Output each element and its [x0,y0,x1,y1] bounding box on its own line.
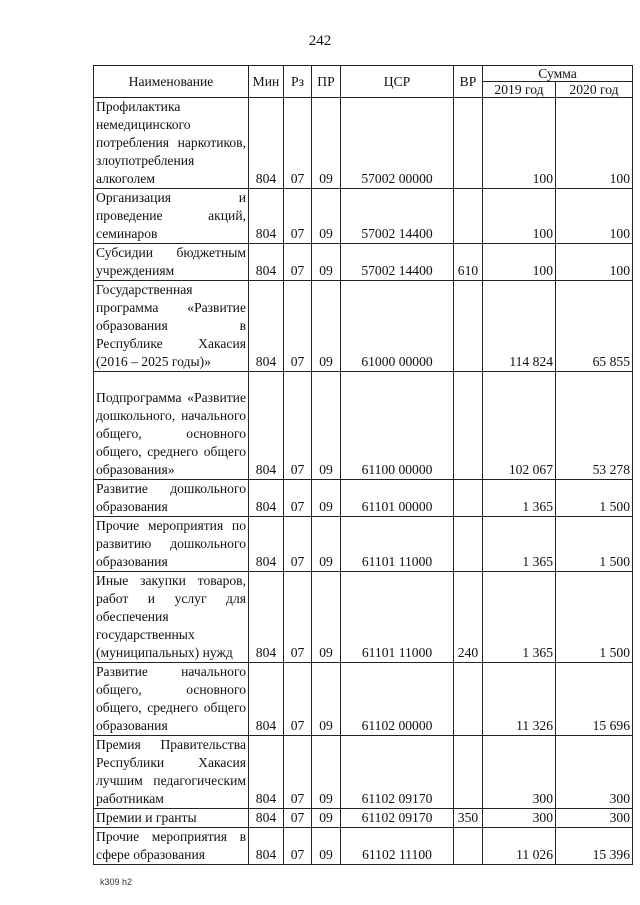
row-vr [454,189,483,244]
row-sum-2019: 102 067 [483,372,556,480]
row-csr: 61101 11000 [341,572,454,663]
row-rz: 07 [284,98,312,189]
row-csr: 61102 11100 [341,828,454,865]
row-sum-2020: 300 [556,809,633,828]
row-min: 804 [249,281,284,372]
row-pr: 09 [312,244,341,281]
table-row [94,244,633,281]
row-rz: 07 [284,244,312,281]
row-sum-2020: 15 396 [556,828,633,865]
row-sum-2020: 100 [556,189,633,244]
row-sum-2020: 100 [556,244,633,281]
row-csr: 57002 00000 [341,98,454,189]
table-row [94,189,633,244]
row-sum-2020: 300 [556,736,633,809]
row-sum-2019: 300 [483,736,556,809]
row-min: 804 [249,736,284,809]
row-csr: 57002 14400 [341,189,454,244]
row-pr: 09 [312,828,341,865]
row-sum-2020: 53 278 [556,372,633,480]
row-rz: 07 [284,736,312,809]
row-sum-2019: 100 [483,244,556,281]
row-rz: 07 [284,281,312,372]
table-row [94,98,633,189]
row-csr: 61102 09170 [341,809,454,828]
header-csr: ЦСР [341,66,454,98]
row-min: 804 [249,809,284,828]
row-pr: 09 [312,281,341,372]
row-sum-2019: 1 365 [483,517,556,572]
row-min: 804 [249,372,284,480]
row-min: 804 [249,189,284,244]
header-pr: ПР [312,66,341,98]
row-vr: 610 [454,244,483,281]
row-min: 804 [249,572,284,663]
row-pr: 09 [312,98,341,189]
header-min: Мин [249,66,284,98]
header-sum: Сумма [483,66,633,82]
row-min: 804 [249,244,284,281]
row-pr: 09 [312,480,341,517]
row-rz: 07 [284,663,312,736]
row-csr: 61100 00000 [341,372,454,480]
row-sum-2020: 1 500 [556,480,633,517]
row-pr: 09 [312,572,341,663]
row-csr: 61101 11000 [341,517,454,572]
row-sum-2020: 100 [556,98,633,189]
row-rz: 07 [284,372,312,480]
row-sum-2020: 1 500 [556,517,633,572]
row-rz: 07 [284,572,312,663]
row-name: Развитие начального общего, основного общего, среднего общего образования [94,663,249,736]
row-vr [454,736,483,809]
row-rz: 07 [284,809,312,828]
table-row [94,517,633,572]
row-min: 804 [249,98,284,189]
budget-table [93,65,633,865]
footer-code: k309 h2 [100,877,133,887]
row-name: Профилактика немедицинского потребления наркотиков, злоупотребления алкоголем [94,98,249,189]
row-name: Прочие мероприятия по развитию дошкольного образования [94,517,249,572]
row-name: Подпрограмма «Развитие дошкольного, начального общего, основного общего, среднего общего образования» [94,372,249,480]
row-name: Иные закупки товаров, работ и услуг для обеспечения государственных (муниципальных) нужд [94,572,249,663]
table-row [94,372,633,480]
row-pr: 09 [312,189,341,244]
table-row [94,663,633,736]
row-vr: 350 [454,809,483,828]
row-pr: 09 [312,372,341,480]
row-sum-2020: 1 500 [556,572,633,663]
row-vr [454,281,483,372]
table-row [94,736,633,809]
row-rz: 07 [284,828,312,865]
row-min: 804 [249,828,284,865]
row-min: 804 [249,480,284,517]
row-sum-2019: 11 026 [483,828,556,865]
row-csr: 61102 00000 [341,663,454,736]
row-vr [454,663,483,736]
row-csr: 61101 00000 [341,480,454,517]
row-name: Организация и проведение акций, семинаров [94,189,249,244]
row-name: Премии и гранты [94,809,249,828]
header-name: Наименование [94,66,249,98]
row-sum-2019: 100 [483,189,556,244]
row-vr [454,517,483,572]
header-year-2019: 2019 год [483,82,556,98]
row-sum-2020: 65 855 [556,281,633,372]
row-csr: 57002 14400 [341,244,454,281]
table-row [94,828,633,865]
row-sum-2019: 11 326 [483,663,556,736]
row-vr [454,372,483,480]
row-rz: 07 [284,189,312,244]
table-row [94,480,633,517]
header-rz: Рз [284,66,312,98]
row-pr: 09 [312,809,341,828]
table-row [94,809,633,828]
row-sum-2019: 100 [483,98,556,189]
row-min: 804 [249,517,284,572]
header-vr: ВР [454,66,483,98]
page-number: 242 [308,33,332,49]
row-vr [454,98,483,189]
row-csr: 61102 09170 [341,736,454,809]
row-pr: 09 [312,663,341,736]
row-vr: 240 [454,572,483,663]
row-sum-2019: 300 [483,809,556,828]
row-name: Субсидии бюджетным учреждениям [94,244,249,281]
row-sum-2019: 1 365 [483,480,556,517]
table-row [94,572,633,663]
row-pr: 09 [312,517,341,572]
row-vr [454,828,483,865]
row-name: Государственная программа «Развитие образования в Республике Хакасия (2016 – 2025 годы)» [94,281,249,372]
row-csr: 61000 00000 [341,281,454,372]
row-rz: 07 [284,517,312,572]
header-year-2020: 2020 год [556,82,633,98]
row-vr [454,480,483,517]
row-name: Развитие дошкольного образования [94,480,249,517]
row-sum-2020: 15 696 [556,663,633,736]
row-name: Прочие мероприятия в сфере образования [94,828,249,865]
row-name: Премия Правительства Республики Хакасия лучшим педагогическим работникам [94,736,249,809]
row-sum-2019: 114 824 [483,281,556,372]
row-pr: 09 [312,736,341,809]
row-rz: 07 [284,480,312,517]
row-min: 804 [249,663,284,736]
row-sum-2019: 1 365 [483,572,556,663]
table-row [94,281,633,372]
